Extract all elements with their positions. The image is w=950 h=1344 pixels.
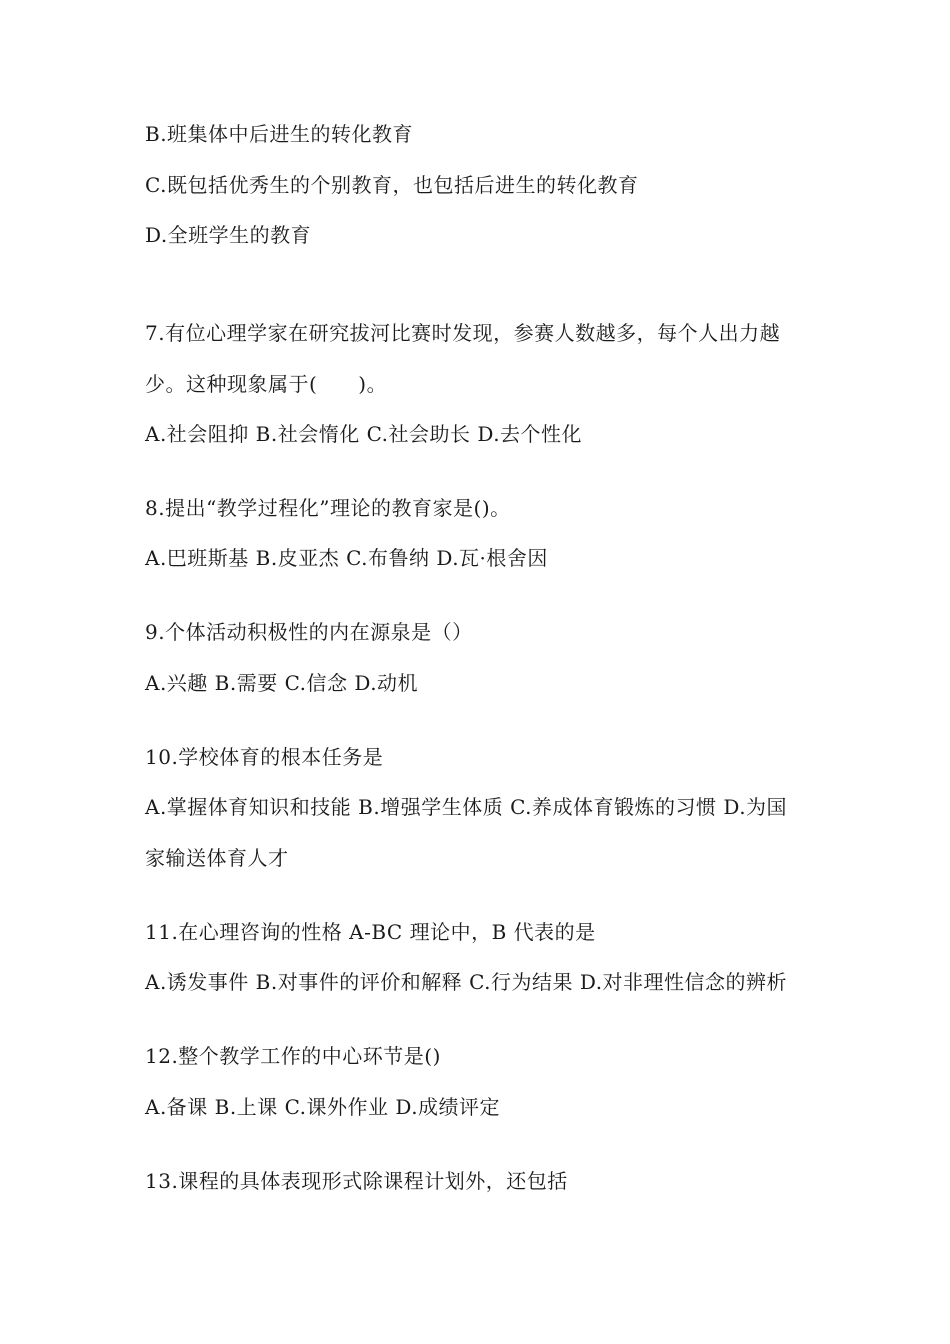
question-7-line-2: 少。这种现象属于( )。 <box>145 372 388 396</box>
question-9: 9.个体活动积极性的内在源泉是（） <box>145 620 473 644</box>
question-7-line-1: 7.有位心理学家在研究拔河比赛时发现，参赛人数越多，每个人出力越 <box>145 321 781 345</box>
question-13: 13.课程的具体表现形式除课程计划外，还包括 <box>145 1169 568 1193</box>
question-11-options: A.诱发事件 B.对事件的评价和解释 C.行为结果 D.对非理性信念的辨析 <box>145 970 788 994</box>
question-10-options-line-2: 家输送体育人才 <box>145 846 289 870</box>
question-12: 12.整个教学工作的中心环节是() <box>145 1044 441 1068</box>
question-11: 11.在心理咨询的性格 A-BC 理论中，B 代表的是 <box>145 920 596 944</box>
question-8-options: A.巴班斯基 B.皮亚杰 C.布鲁纳 D.瓦·根舍因 <box>145 546 548 570</box>
question-10-options-line-1: A.掌握体育知识和技能 B.增强学生体质 C.养成体育锻炼的习惯 D.为国 <box>145 795 788 819</box>
option-line-6c: C.既包括优秀生的个别教育，也包括后进生的转化教育 <box>145 173 639 197</box>
question-7-options: A.社会阻抑 B.社会惰化 C.社会助长 D.去个性化 <box>145 422 583 446</box>
question-9-options: A.兴趣 B.需要 C.信念 D.动机 <box>145 671 419 695</box>
option-line-6b: B.班集体中后进生的转化教育 <box>145 122 414 146</box>
question-12-options: A.备课 B.上课 C.课外作业 D.成绩评定 <box>145 1095 501 1119</box>
question-10: 10.学校体育的根本任务是 <box>145 745 384 769</box>
question-8: 8.提出“教学过程化”理论的教育家是()。 <box>145 496 511 520</box>
option-line-6d: D.全班学生的教育 <box>145 223 312 247</box>
